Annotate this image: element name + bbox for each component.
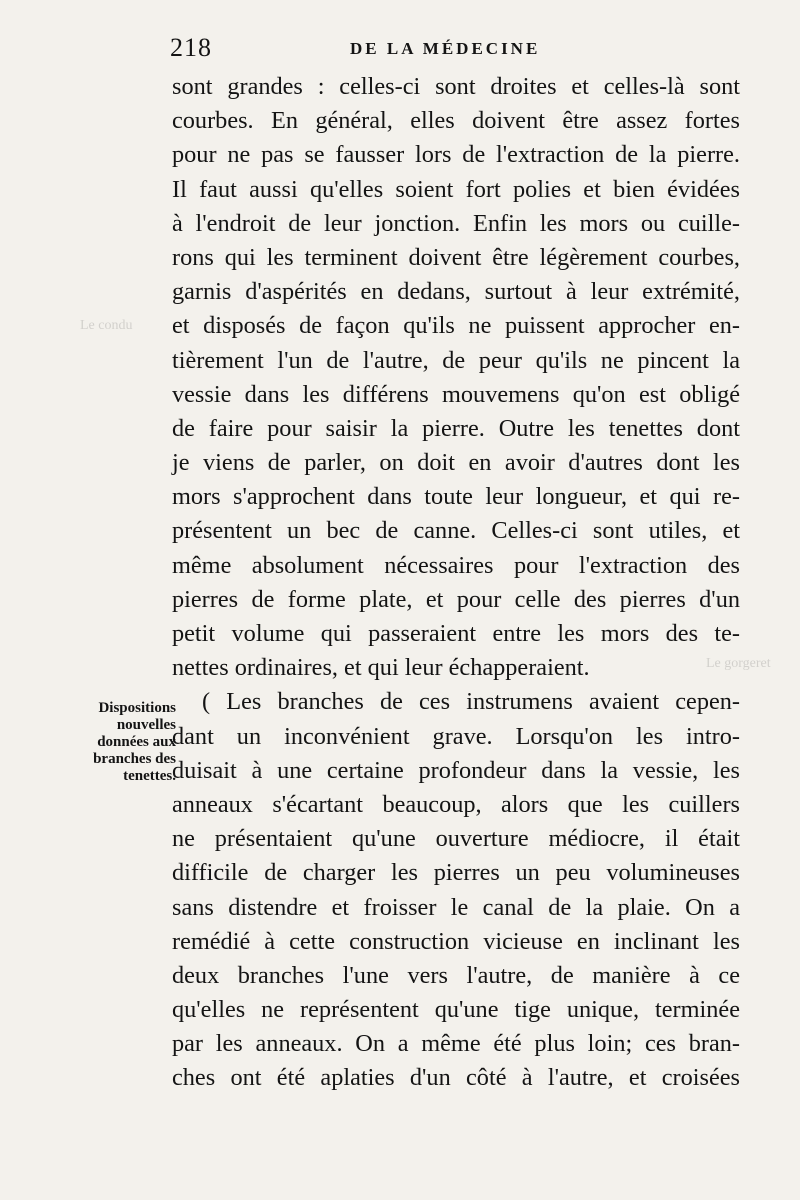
text-line: deux branches l'une vers l'autre, de manière à ce — [172, 961, 740, 989]
text-line: pierres de forme plate, et pour celle des pierres d'un — [172, 585, 740, 613]
text-line: vessie dans les différens mouvemens qu'on est obligé — [172, 380, 740, 408]
text-line: garnis d'aspérités en dedans, surtout à leur extrémité, — [172, 278, 740, 306]
text-line: anneaux s'écartant beaucoup, alors que les cuillers — [172, 790, 740, 818]
margin-note-line: branches des — [93, 751, 176, 767]
bleed-through-mark: Le gorgeret — [706, 656, 771, 671]
body-text — [172, 70, 740, 1096]
text-line: sont grandes : celles-ci sont droites et celles-là sont — [172, 73, 740, 100]
page-number: 218 — [170, 33, 212, 62]
margin-note-line: données aux — [97, 734, 176, 750]
text-line: remédié à cette construction vicieuse en inclinant les — [172, 927, 740, 955]
text-line: difficile de charger les pierres un peu volumineuses — [172, 859, 740, 887]
margin-note — [58, 700, 176, 785]
text-line: je viens de parler, on doit en avoir d'autres dont les — [172, 449, 740, 477]
text-line: rons qui les terminent doivent être légèrement courbes, — [172, 243, 740, 271]
bleed-through-mark: Le condu — [80, 318, 133, 333]
page-header — [170, 33, 736, 63]
text-line: qu'elles ne représentent qu'une tige unique, terminée — [172, 996, 740, 1024]
text-line: mors s'approchent dans toute leur longueur, et qui re- — [172, 483, 740, 511]
text-line: petit volume qui passeraient entre les mors des te- — [172, 620, 740, 647]
running-title: DE LA MÉDECINE — [350, 39, 541, 58]
text-line: ( Les branches de ces instrumens avaient cepen- — [202, 688, 740, 716]
text-line: nettes ordinaires, et qui leur échapperaient. — [172, 654, 590, 682]
text-line: ches ont été aplaties d'un côté à l'autre, et croisées — [172, 1064, 740, 1092]
text-line: courbes. En général, elles doivent être assez fortes — [172, 107, 740, 135]
text-line: même absolument nécessaires pour l'extraction des — [172, 551, 740, 579]
margin-note-line: tenettes. — [123, 768, 176, 784]
margin-note-line: Dispositions — [98, 700, 176, 716]
text-line: duisait à une certaine profondeur dans la vessie, les — [172, 756, 740, 784]
text-line: présentent un bec de canne. Celles-ci sont utiles, et — [172, 517, 740, 545]
text-line: tièrement l'un de l'autre, de peur qu'ils ne pincent la — [172, 346, 740, 374]
text-line: à l'endroit de leur jonction. Enfin les mors ou cuille- — [172, 209, 740, 237]
text-line: Il faut aussi qu'elles soient fort polies et bien évidées — [172, 175, 740, 203]
text-line: et disposés de façon qu'ils ne puissent approcher en- — [172, 312, 740, 340]
text-line: ne présentaient qu'une ouverture médiocre, il était — [172, 825, 740, 853]
text-line: pour ne pas se fausser lors de l'extraction de la pierre. — [172, 141, 740, 169]
text-line: sans distendre et froisser le canal de la plaie. On a — [172, 893, 740, 921]
margin-note-line: nouvelles — [116, 717, 176, 733]
text-line: dant un inconvénient grave. Lorsqu'on les intro- — [172, 722, 740, 750]
text-line: de faire pour saisir la pierre. Outre les tenettes dont — [172, 414, 740, 442]
text-line: par les anneaux. On a même été plus loin; ces bran- — [172, 1030, 740, 1058]
